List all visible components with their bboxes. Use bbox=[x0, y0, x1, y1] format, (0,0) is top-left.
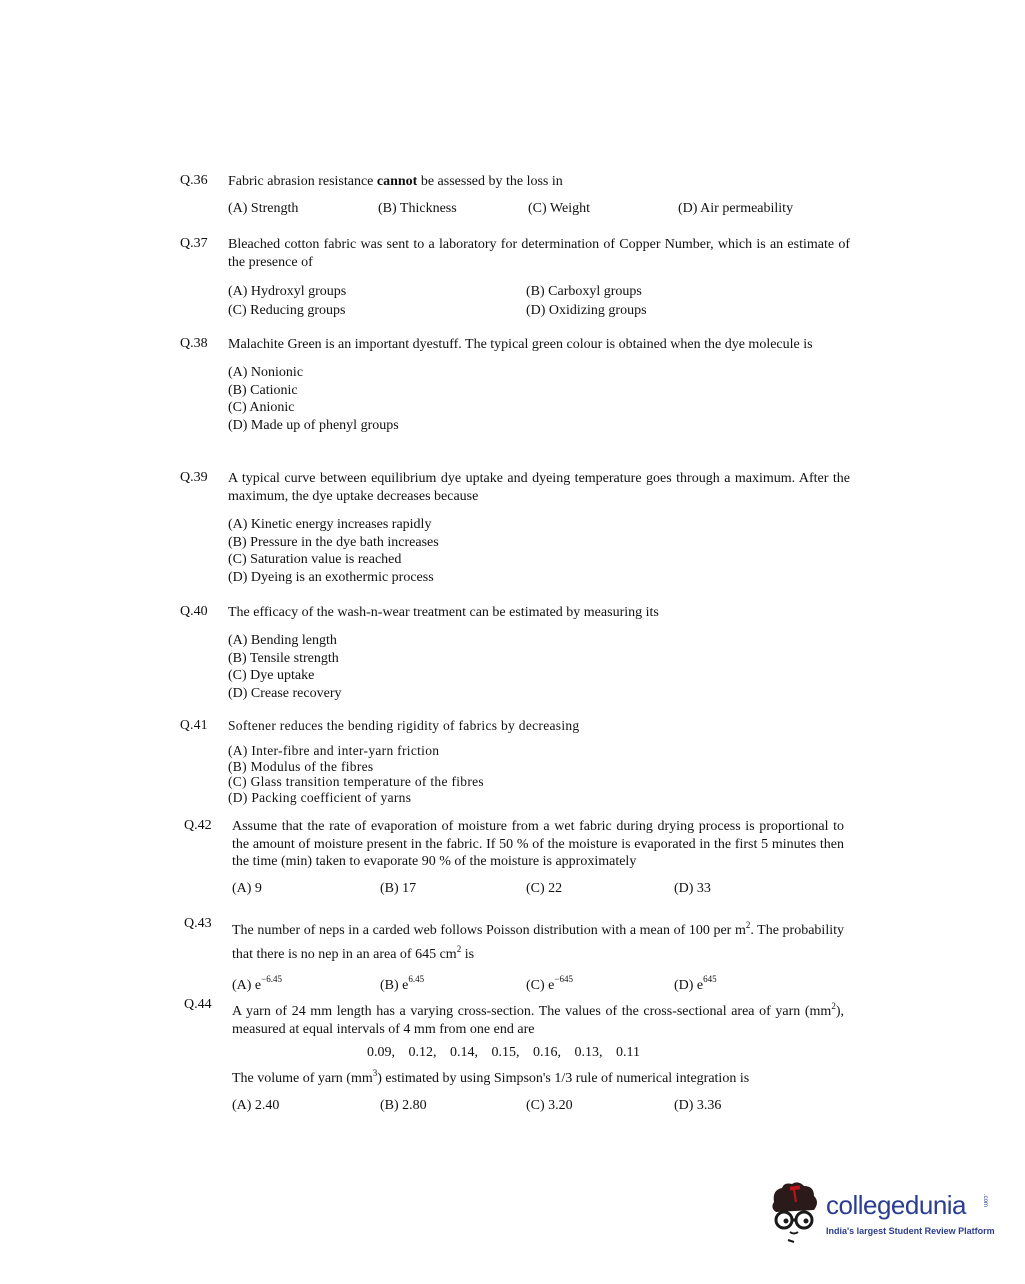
question-40 bbox=[180, 604, 850, 702]
question-text-part: A yarn of 24 mm length has a varying cross-section. The values of the cross-sectional area of yarn (mm bbox=[232, 1004, 832, 1019]
options-list bbox=[228, 364, 850, 434]
question-number: Q.41 bbox=[180, 717, 208, 732]
question-number: Q.36 bbox=[180, 173, 208, 188]
question-41 bbox=[180, 717, 850, 805]
option-b: (B) Cationic bbox=[228, 382, 298, 398]
question-text-part: . The probability that there is no nep in an area of 645 cm bbox=[232, 923, 844, 962]
logo-domain: .com bbox=[982, 1194, 988, 1208]
option-b: (B) Modulus of the fibres bbox=[228, 758, 374, 774]
option-a: (A) 2.40 bbox=[232, 1098, 280, 1113]
superscript: 2 bbox=[831, 1001, 836, 1011]
option-d: (D) 3.36 bbox=[674, 1098, 722, 1113]
question-number: Q.42 bbox=[184, 818, 212, 833]
option-b: (B) Tensile strength bbox=[228, 650, 339, 666]
options-list bbox=[228, 743, 850, 805]
question-text-part: be assessed by the loss in bbox=[417, 174, 563, 189]
question-42 bbox=[184, 818, 844, 897]
option-b bbox=[380, 974, 526, 994]
question-37 bbox=[180, 236, 850, 320]
options-row bbox=[228, 201, 850, 217]
options-row bbox=[232, 1098, 844, 1114]
options-list bbox=[228, 632, 850, 702]
question-text: The efficacy of the wash-n-wear treatment can be estimated by measuring its bbox=[228, 605, 659, 620]
option-exponent: 645 bbox=[703, 974, 717, 984]
logo-wordmark: collegedunia bbox=[826, 1190, 967, 1220]
question-number: Q.37 bbox=[180, 236, 208, 251]
question-text-emphasis: cannot bbox=[376, 174, 418, 189]
option-exponent: 6.45 bbox=[408, 974, 425, 984]
question-text-part: ) estimated by using Simpson's 1/3 rule of numerical integration is bbox=[377, 1071, 750, 1086]
question-43 bbox=[184, 916, 844, 994]
superscript: 2 bbox=[456, 944, 462, 954]
question-text-part: Fabric abrasion resistance bbox=[228, 174, 377, 189]
question-number: Q.40 bbox=[180, 604, 208, 619]
question-text bbox=[228, 173, 850, 191]
collegedunia-logo bbox=[768, 1180, 998, 1250]
logo-tagline: India's largest Student Review Platform bbox=[826, 1226, 995, 1236]
question-number: Q.44 bbox=[184, 997, 212, 1012]
option-label: (C) e bbox=[526, 978, 555, 993]
question-number: Q.38 bbox=[180, 336, 208, 351]
option-a: (A) Nonionic bbox=[228, 365, 304, 380]
option-label: (D) e bbox=[674, 978, 704, 993]
option-c: (C) Anionic bbox=[228, 400, 295, 415]
options-list bbox=[228, 516, 850, 586]
option-b: (B) Pressure in the dye bath increases bbox=[228, 534, 439, 550]
option-d: (D) 33 bbox=[674, 880, 711, 896]
option-exponent: −6.45 bbox=[261, 974, 282, 984]
option-c: (C) 22 bbox=[526, 880, 563, 896]
question-number: Q.39 bbox=[180, 470, 208, 485]
question-text-part: The volume of yarn (mm bbox=[232, 1071, 373, 1086]
options-grid bbox=[228, 282, 850, 320]
question-text-continued bbox=[232, 1064, 844, 1088]
option-c: (C) Weight bbox=[528, 201, 590, 216]
question-text: Assume that the rate of evaporation of moisture from a wet fabric during drying process is proportional to the amount of moisture present in the fabric. If 50 % of the moisture is evaporated in the first 5 minutes then the time (min) taken to evaporate 90 % of the moisture is approximately bbox=[232, 819, 844, 869]
question-38 bbox=[180, 336, 850, 434]
option-a bbox=[232, 974, 380, 994]
question-text-part: The number of neps in a carded web follows Poisson distribution with a mean of 100 per m bbox=[232, 923, 746, 938]
option-a: (A) 9 bbox=[232, 880, 262, 896]
option-c: (C) Saturation value is reached bbox=[228, 552, 402, 567]
option-d: (D) Made up of phenyl groups bbox=[228, 417, 399, 433]
question-44 bbox=[184, 997, 844, 1114]
option-d: (D) Crease recovery bbox=[228, 685, 342, 701]
option-c: (C) 3.20 bbox=[526, 1098, 573, 1113]
question-text-part: ), measured at equal intervals of 4 mm from one end are bbox=[232, 1004, 844, 1037]
question-number: Q.43 bbox=[184, 916, 212, 931]
question-text: A typical curve between equilibrium dye uptake and dyeing temperature goes through a maximum. After the maximum, the dye uptake decreases because bbox=[228, 471, 850, 504]
option-a: (A) Bending length bbox=[228, 633, 337, 648]
option-d: (D) Oxidizing groups bbox=[526, 303, 647, 318]
question-text bbox=[232, 916, 844, 964]
values-list: 0.09, 0.12, 0.14, 0.15, 0.16, 0.13, 0.11 bbox=[367, 1045, 640, 1060]
option-c: (C) Dye uptake bbox=[228, 668, 315, 683]
option-a: (A) Kinetic energy increases rapidly bbox=[228, 517, 432, 532]
question-text bbox=[232, 997, 844, 1039]
superscript: 3 bbox=[372, 1068, 378, 1078]
question-text-part: is bbox=[461, 947, 475, 962]
option-c: (C) Glass transition temperature of the fibres bbox=[228, 774, 484, 789]
option-c: (C) Reducing groups bbox=[228, 303, 346, 318]
option-d: (D) Air permeability bbox=[678, 201, 794, 216]
option-label: (B) e bbox=[380, 978, 409, 993]
option-d: (D) Packing coefficient of yarns bbox=[228, 789, 412, 805]
question-36 bbox=[180, 173, 850, 217]
option-b: (B) Carboxyl groups bbox=[526, 284, 642, 299]
option-a: (A) Inter-fibre and inter-yarn friction bbox=[228, 743, 440, 758]
option-d: (D) Dyeing is an exothermic process bbox=[228, 569, 434, 585]
question-text: Softener reduces the bending rigidity of fabrics by decreasing bbox=[228, 718, 580, 733]
options-row bbox=[232, 974, 844, 994]
option-a: (A) Hydroxyl groups bbox=[228, 284, 347, 299]
option-d bbox=[674, 974, 824, 994]
option-b: (B) 17 bbox=[380, 880, 417, 896]
option-b: (B) Thickness bbox=[378, 201, 457, 216]
option-a: (A) Strength bbox=[228, 201, 299, 216]
option-label: (A) e bbox=[232, 978, 262, 993]
question-text: Malachite Green is an important dyestuff. The typical green colour is obtained when the dye molecule is bbox=[228, 337, 813, 352]
option-c bbox=[526, 974, 674, 994]
option-b: (B) 2.80 bbox=[380, 1098, 427, 1113]
question-text: Bleached cotton fabric was sent to a laboratory for determination of Copper Number, which is an estimate of the presence of bbox=[228, 237, 850, 270]
options-row bbox=[232, 881, 844, 897]
superscript: 2 bbox=[745, 920, 751, 930]
option-exponent: −645 bbox=[554, 974, 573, 984]
question-39 bbox=[180, 470, 850, 586]
mascot-icon bbox=[768, 1180, 826, 1250]
